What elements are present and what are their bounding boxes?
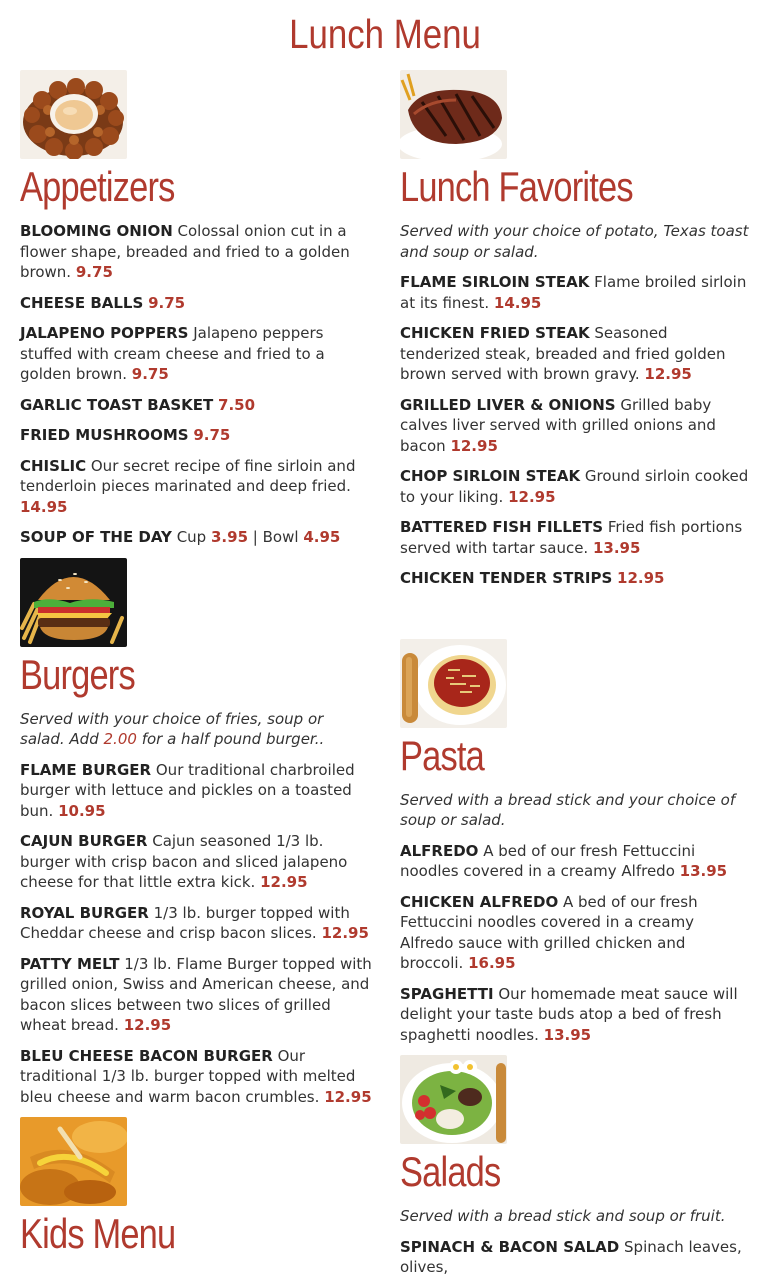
item-description: 1/3 lb. Flame Burger topped with grilled onion, Swiss and American cheese, and bacon slices between two slices of grilled wheat bread.: [20, 954, 372, 1034]
item-price: 7.50: [218, 395, 256, 414]
item-description: Grilled baby calves liver served with grilled onions and bacon: [400, 395, 716, 455]
item-price: 12.95: [644, 365, 692, 383]
item-price: 10.95: [58, 801, 106, 820]
item-name: ROYAL BURGER: [20, 903, 149, 922]
item-name: PATTY MELT: [20, 954, 120, 973]
left-column: [20, 70, 372, 1268]
pasta-section: [400, 639, 752, 1046]
item-description: A bed of our fresh Fettuccini noodles covered in a creamy Alfredo sauce with grilled chicken and broccoli.: [400, 892, 698, 972]
item-price: 12.95: [617, 569, 665, 587]
item-price: 14.95: [493, 293, 542, 312]
appetizers-heading: Appetizers: [20, 163, 175, 210]
item-name: BATTERED FISH FILLETS: [400, 518, 604, 536]
item-description: A bed of our fresh Fettuccini noodles covered in a creamy Alfredo: [400, 841, 696, 880]
item-description: Cajun seasoned 1/3 lb. burger with crisp bacon and sliced jalapeno cheese for that little extra kick.: [20, 832, 348, 891]
item-description: Our homemade meat sauce will delight your taste buds atop a bed of fresh spaghetti noodles.: [400, 984, 738, 1044]
menu-item: [400, 466, 752, 507]
item-price: 16.95: [468, 954, 516, 972]
burgers-section: [20, 558, 372, 1108]
section-spacer: [400, 599, 752, 639]
item-description: Our secret recipe of fine sirloin and tenderloin pieces marinated and deep fried.: [20, 456, 356, 495]
item-name: CHEESE BALLS: [20, 293, 144, 312]
item-price: 13.95: [543, 1025, 592, 1044]
corn-dog-image: [20, 1117, 127, 1206]
salads-section: [400, 1055, 752, 1278]
burger-image: [20, 558, 127, 647]
pasta-heading: Pasta: [400, 731, 484, 779]
menu-item: [20, 831, 372, 893]
item-name: SPAGHETTI: [400, 984, 494, 1003]
item-name: CHOP SIRLOIN STEAK: [400, 467, 581, 485]
item-description: Ground sirloin cooked to your liking.: [400, 467, 749, 506]
item-name: FRIED MUSHROOMS: [20, 426, 189, 444]
item-price: 13.95: [679, 862, 728, 880]
note-text: Served with your choice of fries, soup or salad. Add: [20, 709, 324, 748]
menu-item: [20, 760, 372, 822]
item-description: 1/3 lb. burger topped with Cheddar cheese and crisp bacon slices.: [20, 903, 350, 942]
item-description: Our traditional charbroiled burger with lettuce and pickles on a toasted bun.: [20, 760, 355, 820]
item-description: Spinach leaves, olives,: [400, 1237, 742, 1276]
menu-item: [20, 456, 372, 518]
menu-item: [400, 984, 752, 1046]
soup-bowl-label: Bowl: [262, 528, 299, 546]
item-name: ALFREDO: [400, 841, 479, 860]
item-price: 12.95: [450, 436, 498, 455]
menu-item: [20, 221, 372, 283]
menu-item: [400, 841, 752, 882]
fried-onion-image: [20, 70, 127, 159]
note-text: for a half pound burger..: [141, 730, 325, 748]
item-name: JALAPENO POPPERS: [20, 324, 189, 342]
item-description: Seasoned tenderized steak, breaded and fried golden brown served with brown gravy.: [400, 324, 726, 383]
item-description: Fried fish portions served with tartar sauce.: [400, 518, 743, 557]
item-name: CAJUN BURGER: [20, 832, 148, 850]
menu-item: [20, 323, 372, 385]
spaghetti-image: [400, 639, 507, 728]
salad-image: [400, 1055, 507, 1144]
burgers-note: [20, 709, 372, 750]
item-name: SPINACH & BACON SALAD: [400, 1237, 620, 1256]
kids-section: [20, 1117, 372, 1258]
item-price: 12.95: [123, 1016, 172, 1034]
pasta-note: Served with a bread stick and your choice of soup or salad.: [400, 790, 736, 829]
item-name: CHICKEN ALFREDO: [400, 892, 559, 911]
soup-separator: |: [252, 528, 258, 546]
appetizers-section: [20, 70, 372, 548]
menu-item: [20, 1046, 372, 1108]
item-price: 9.75: [148, 293, 186, 312]
steak-image: [400, 70, 507, 159]
menu-item: [20, 395, 372, 416]
menu-item: [400, 568, 752, 589]
menu-item: [20, 954, 372, 1036]
menu-item: [400, 395, 752, 457]
note-price: 2.00: [103, 730, 137, 748]
soup-cup-price: 3.95: [211, 528, 249, 546]
menu-item: [400, 323, 752, 385]
menu-item: [20, 425, 372, 446]
soup-cup-label: Cup: [176, 528, 207, 546]
salads-heading: Salads: [400, 1148, 501, 1195]
lunch-favorites-note: Served with your choice of potato, Texas toast and soup or salad.: [400, 222, 749, 261]
item-description: Jalapeno peppers stuffed with cream cheese and fried to a golden brown.: [20, 324, 325, 383]
item-price: 9.75: [193, 426, 231, 444]
item-price: 14.95: [20, 497, 68, 516]
item-name: CHICKEN FRIED STEAK: [400, 324, 590, 342]
item-description: Flame broiled sirloin at its finest.: [400, 273, 747, 312]
item-name: GRILLED LIVER & ONIONS: [400, 395, 616, 414]
page-title: Lunch Menu: [289, 11, 481, 57]
item-price: 12.95: [508, 487, 556, 506]
item-name: BLEU CHEESE BACON BURGER: [20, 1046, 273, 1065]
item-price: 9.75: [75, 263, 113, 281]
soup-bowl-price: 4.95: [303, 528, 341, 546]
item-price: 12.95: [321, 924, 369, 942]
lunch-favorites-section: [400, 70, 752, 589]
item-name: FLAME SIRLOIN STEAK: [400, 273, 590, 291]
item-price: 12.95: [260, 873, 308, 891]
item-price: 12.95: [324, 1087, 372, 1106]
menu-item: [20, 293, 372, 314]
salads-note: Served with a bread stick and soup or fruit.: [400, 1207, 726, 1225]
item-description: Colossal onion cut in a flower shape, breaded and fried to a golden brown.: [20, 222, 350, 281]
menu-item: [400, 517, 752, 558]
item-name: FLAME BURGER: [20, 760, 152, 779]
right-column: [400, 70, 752, 1288]
menu-item: [20, 903, 372, 944]
lunch-favorites-heading: Lunch Favorites: [400, 163, 633, 210]
item-description: Our traditional 1/3 lb. burger topped with melted bleu cheese and warm bacon crumbles.: [20, 1046, 356, 1106]
item-name: GARLIC TOAST BASKET: [20, 395, 214, 414]
menu-item: [400, 892, 752, 974]
menu-item-soup: [20, 527, 372, 548]
item-name: BLOOMING ONION: [20, 222, 173, 240]
burgers-heading: Burgers: [20, 650, 135, 698]
menu-item: [400, 1237, 752, 1278]
item-price: 13.95: [592, 538, 641, 557]
item-price: 9.75: [131, 365, 169, 383]
item-name: SOUP OF THE DAY: [20, 528, 172, 546]
menu-item: [400, 272, 752, 313]
kids-heading: Kids Menu: [20, 1210, 176, 1257]
item-name: CHICKEN TENDER STRIPS: [400, 569, 613, 587]
item-name: CHISLIC: [20, 456, 87, 475]
